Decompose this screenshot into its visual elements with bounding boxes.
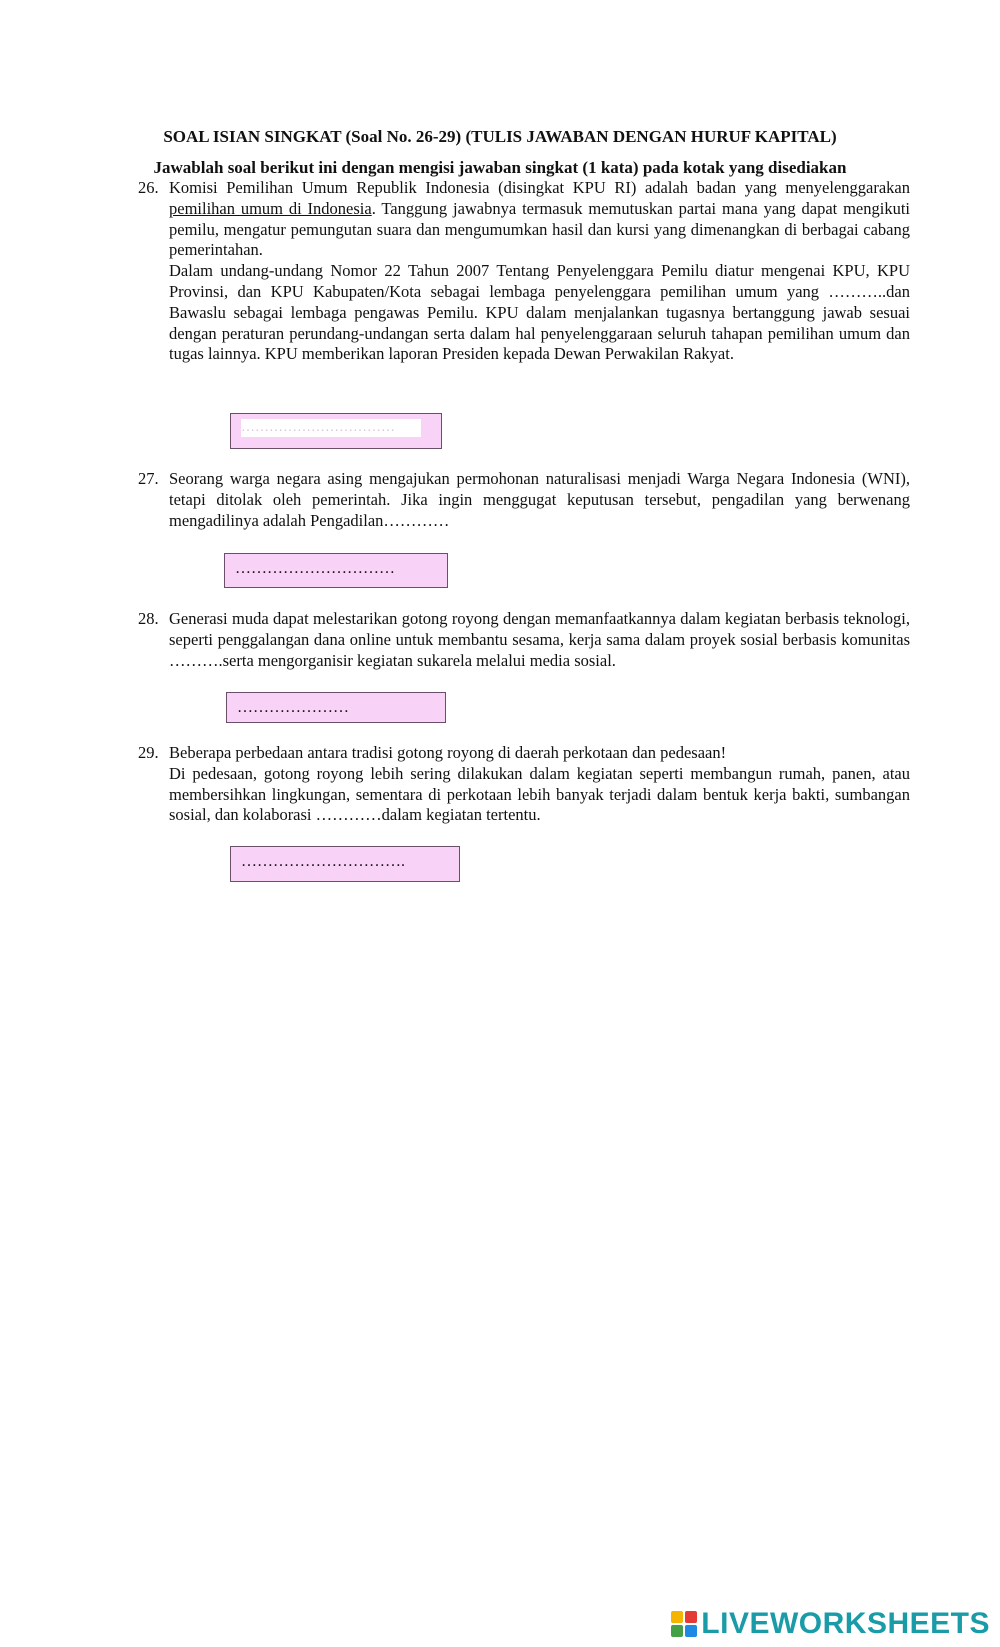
answer-box-27[interactable]: ………………………… <box>224 553 448 588</box>
answer-box-29[interactable]: …………………………. <box>230 846 460 882</box>
question-number: 29. <box>138 743 159 762</box>
answer-input-26[interactable]: …………………………… <box>241 419 421 437</box>
underlined-term: pemilihan umum di Indonesia <box>169 198 372 218</box>
question-number: 27. <box>138 469 159 488</box>
question-text <box>169 178 910 365</box>
logo-text: LIVEWORKSHEETS <box>701 1607 990 1640</box>
question-text: Seorang warga negara asing mengajukan permohonan naturalisasi menjadi Warga Negara Indonesia (WNI), tetapi ditolak oleh pemerintah. Jika ingin menggugat keputusan tersebut, pengadilan yang berwenang mengadilinya adalah Pengadilan………… <box>169 469 910 530</box>
question-paragraph: Di pedesaan, gotong royong lebih sering dilakukan dalam kegiatan seperti membangun rumah, panen, atau membersihkan lingkungan, sementara di perkotaan lebih banyak terjadi dalam bentuk kerja bakti, sumbangan sosial, dan kolaborasi …………dalam kegiatan tertentu. <box>169 763 910 825</box>
question-text-part: . Tanggung jawabnya termasuk memutuskan partai mana yang dapat mengikuti pemilu, mengatur pemungutan suara dan mengumumkan hasil dan kursi yang dimenangkan di berbagai cabang pemerintahan. <box>169 198 910 260</box>
question-paragraph: Dalam undang-undang Nomor 22 Tahun 2007 Tentang Penyelenggara Pemilu diatur mengenai KPU, KPU Provinsi, dan KPU Kabupaten/Kota sebagai lembaga penyelenggara pemilihan umum yang ………..dan Bawaslu sebagai lembaga pengawas Pemilu. KPU dalam menjalankan tugasnya bertanggung jawab sesuai dengan peraturan perundang-undangan serta dalam hal penyelenggaraan seluruh tahapan pemilihan umum dan tugas lainnya. KPU memberikan laporan Presiden kepada Dewan Perwakilan Rakyat. <box>169 261 910 364</box>
question-text: Generasi muda dapat melestarikan gotong royong dengan memanfaatkannya dalam kegiatan berbasis teknologi, seperti penggalangan dana online untuk membantu sesama, kerja sama dalam proyek sosial berbasis komunitas ……….serta mengorganisir kegiatan sukarela melalui media sosial. <box>169 609 910 670</box>
page-title: SOAL ISIAN SINGKAT (Soal No. 26-29) (TULIS JAWABAN DENGAN HURUF KAPITAL) <box>163 127 837 146</box>
question-29 <box>138 743 910 826</box>
question-text <box>169 743 910 826</box>
question-number: 28. <box>138 609 159 628</box>
liveworksheets-logo <box>671 1607 990 1641</box>
answer-box-28[interactable]: ………………… <box>226 692 446 723</box>
liveworksheets-logo-icon <box>671 1611 697 1637</box>
question-28 <box>138 609 910 671</box>
question-27 <box>138 469 910 531</box>
question-line: Beberapa perbedaan antara tradisi gotong royong di daerah perkotaan dan pedesaan! <box>169 743 727 762</box>
question-number: 26. <box>138 178 159 197</box>
answer-box-26[interactable] <box>230 413 442 449</box>
question-26 <box>138 178 910 365</box>
instructions: Jawablah soal berikut ini dengan mengisi jawaban singkat (1 kata) pada kotak yang disediakan <box>153 158 847 177</box>
question-text-part: Komisi Pemilihan Umum Republik Indonesia (disingkat KPU RI) adalah badan yang menyelenggarakan <box>169 178 910 197</box>
